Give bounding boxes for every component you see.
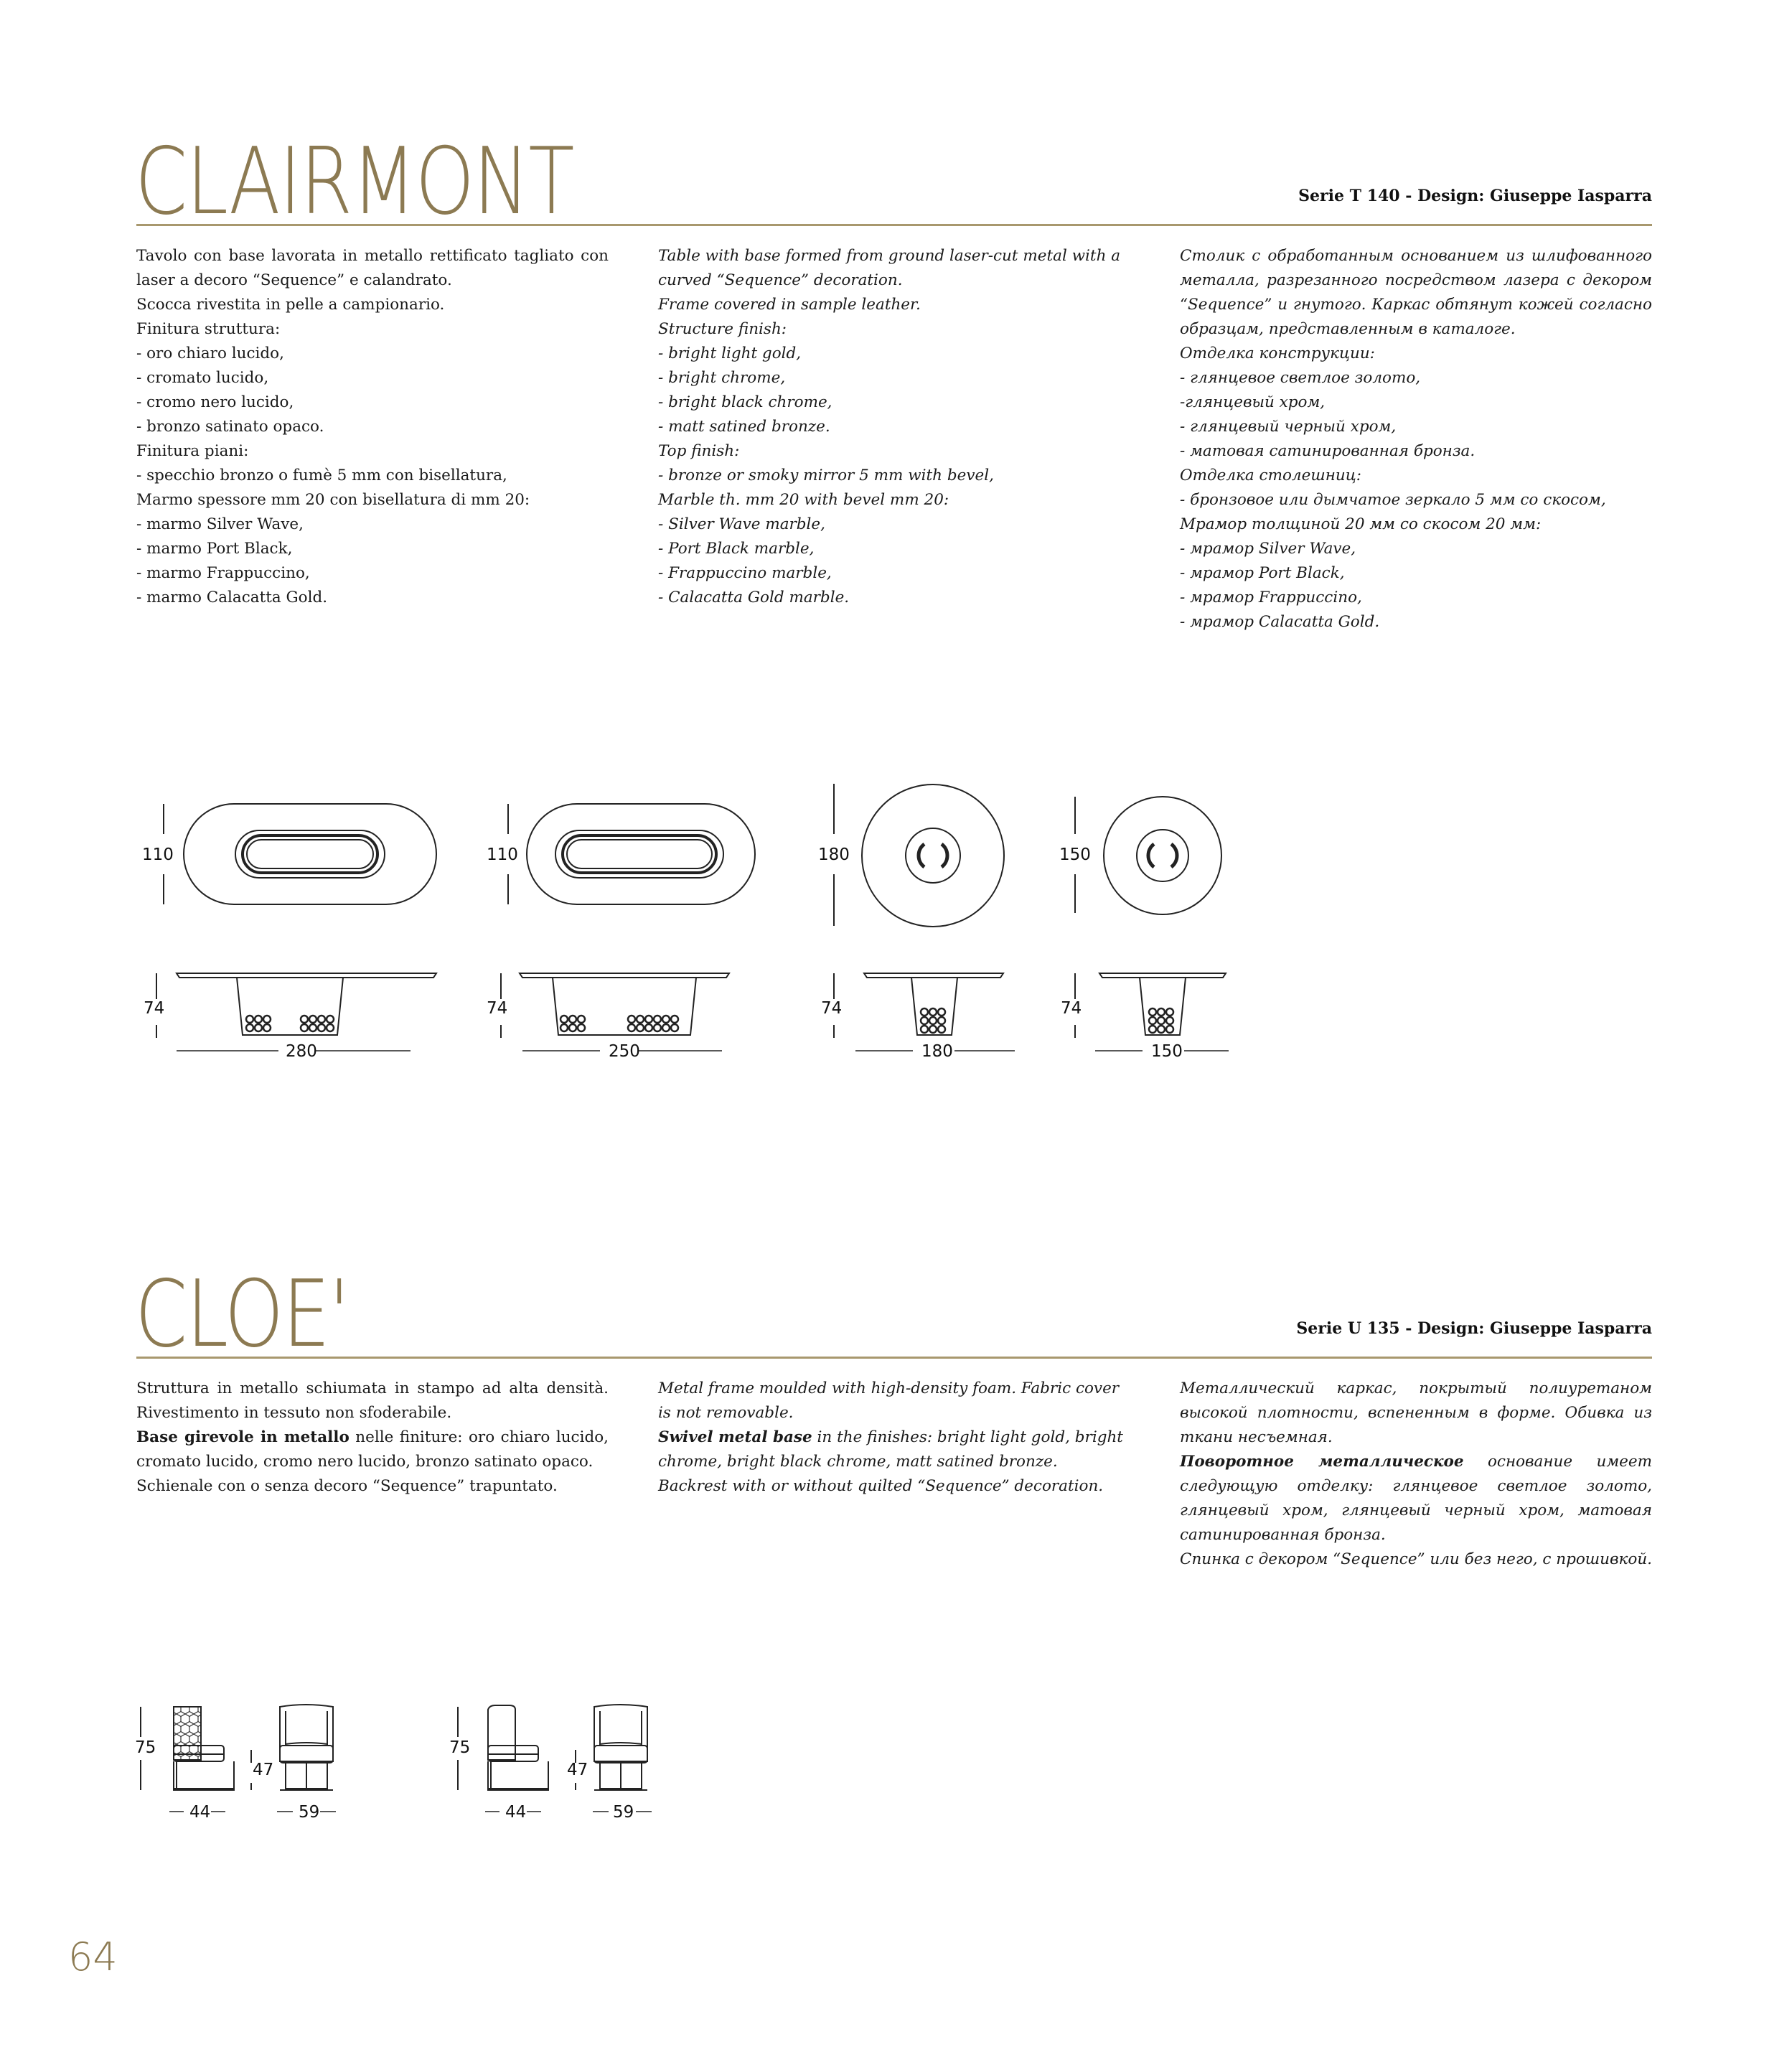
dim-seat-height: 47 [567, 1761, 588, 1779]
dim-height: 75 [135, 1738, 156, 1757]
dim-width: 59 [299, 1803, 320, 1822]
serie-label: Serie T 140 - Design: Giuseppe Iasparra [1298, 187, 1652, 205]
description-russian: Столик с обработанным основанием из шлифованного металла, разрезанного посредством лазера с декором “Sequence” и гнутого. Каркас обтянут кожей согласно образцам, представленным в каталоге. Отделка конструкции: - глянцевое светлое золото, -глянцевый хром, - глянцевый черный хром, - матовая сатинированная бронза. Отделка столешниц: - бронзовое или дымчатое зеркало 5 мм со скосом, Мрамор толщиной 20 мм со скосом 20 мм: - мрамор Silver Wave, - мрамор Port Black, - мрамор Frappuccino, - мрамор Calacatta Gold. [1180, 247, 1652, 631]
page-number: 64 [68, 1934, 118, 1980]
dim-height: 74 [821, 999, 843, 1018]
table-oval-280-top-view [164, 804, 436, 904]
dim-width: 59 [613, 1803, 634, 1822]
table-oval-250-top-view [508, 804, 755, 904]
dim-depth: 44 [505, 1803, 527, 1822]
dim-seat-height: 47 [253, 1761, 274, 1779]
chair-quilted-side-view [141, 1707, 234, 1812]
table-oval-280-side-view [156, 973, 436, 1051]
table-round-180-side-view [834, 973, 1015, 1051]
description-russian: Металлический каркас, покрытый полиуретаном высокой плотности, вспененным в форме. Обивка из ткани несъемная. Поворотное металлическое основание имеет следующую отделку: глянцевое светлое золото, глянцевый хром, глянцевый черный хром, матовая сатинированная бронза. Спинка с декором “Sequence” или без него, с прошивкой. [1180, 1380, 1652, 1568]
chair-drawings [129, 1694, 689, 1830]
table-drawings [129, 775, 1249, 1077]
dim-width: 250 [609, 1042, 640, 1061]
chair-plain-front-view [576, 1705, 652, 1812]
dim-height: 74 [1061, 999, 1082, 1018]
dim-height: 74 [487, 999, 508, 1018]
description-italian: Tavolo con base lavorata in metallo rettificato tagliato con laser a decoro “Sequence” e calandrato. Scocca rivestita in pelle a campionario. Finitura struttura: - oro chiaro lucido, - cromato lucido, - cromo nero lucido, - bronzo satinato opaco. Finitura piani: - specchio bronzo o fumè 5 mm con bisellatura, Marmo spessore mm 20 con bisellatura di mm 20: - marmo Silver Wave, - marmo Port Black, - marmo Frappuccino, - marmo Calacatta Gold. [136, 247, 609, 606]
dim-depth: 150 [1059, 846, 1091, 864]
chair-quilted-front-view [251, 1705, 336, 1812]
dim-depth: 180 [818, 846, 850, 864]
title-rule [136, 224, 1652, 226]
table-round-150-top-view [1075, 797, 1221, 914]
description-english: Metal frame moulded with high-density foam. Fabric cover is not removable. Swivel metal base in the finishes: bright light gold, bright chrome, bright black chrome, matt satined bronze. Backrest with or without quilted “Sequence” decoration. [658, 1380, 1123, 1495]
product-title-clairmont: CLAIRMONT [135, 128, 573, 235]
dim-depth: 110 [487, 846, 518, 864]
serie-label: Serie U 135 - Design: Giuseppe Iasparra [1296, 1319, 1652, 1338]
dim-width: 150 [1151, 1042, 1183, 1061]
description-english: Table with base formed from ground laser-cut metal with a curved “Sequence” decoration. Frame covered in sample leather. Structure finish: - bright light gold, - bright chrome, - bright black chrome, - matt satined bronze. Top finish: - bronze or smoky mirror 5 mm with bevel, Marble th. mm 20 with bevel mm 20: - Silver Wave marble, - Port Black marble, - Frappuccino marble, - Calacatta Gold marble. [658, 247, 1121, 606]
title-rule [136, 1357, 1652, 1359]
dim-depth: 44 [189, 1803, 211, 1822]
table-oval-250-side-view [501, 973, 729, 1051]
table-round-150-side-view [1075, 973, 1229, 1051]
chair-plain-side-view [458, 1705, 548, 1812]
dim-width: 280 [286, 1042, 317, 1061]
dim-height: 74 [144, 999, 165, 1018]
dim-width: 180 [921, 1042, 953, 1061]
table-round-180-top-view [834, 784, 1004, 927]
description-italian: Struttura in metallo schiumata in stampo ad alta densità. Rivestimento in tessuto non sfoderabile. Base girevole in metallo nelle finiture: oro chiaro lucido, cromato lucido, cromo nero lucido, bronzo satinato opaco. Schienale con o senza decoro “Sequence” trapuntato. [136, 1380, 609, 1495]
dim-height: 75 [449, 1738, 471, 1757]
dim-depth: 110 [142, 846, 174, 864]
product-title-cloe: CLOE' [135, 1261, 349, 1368]
